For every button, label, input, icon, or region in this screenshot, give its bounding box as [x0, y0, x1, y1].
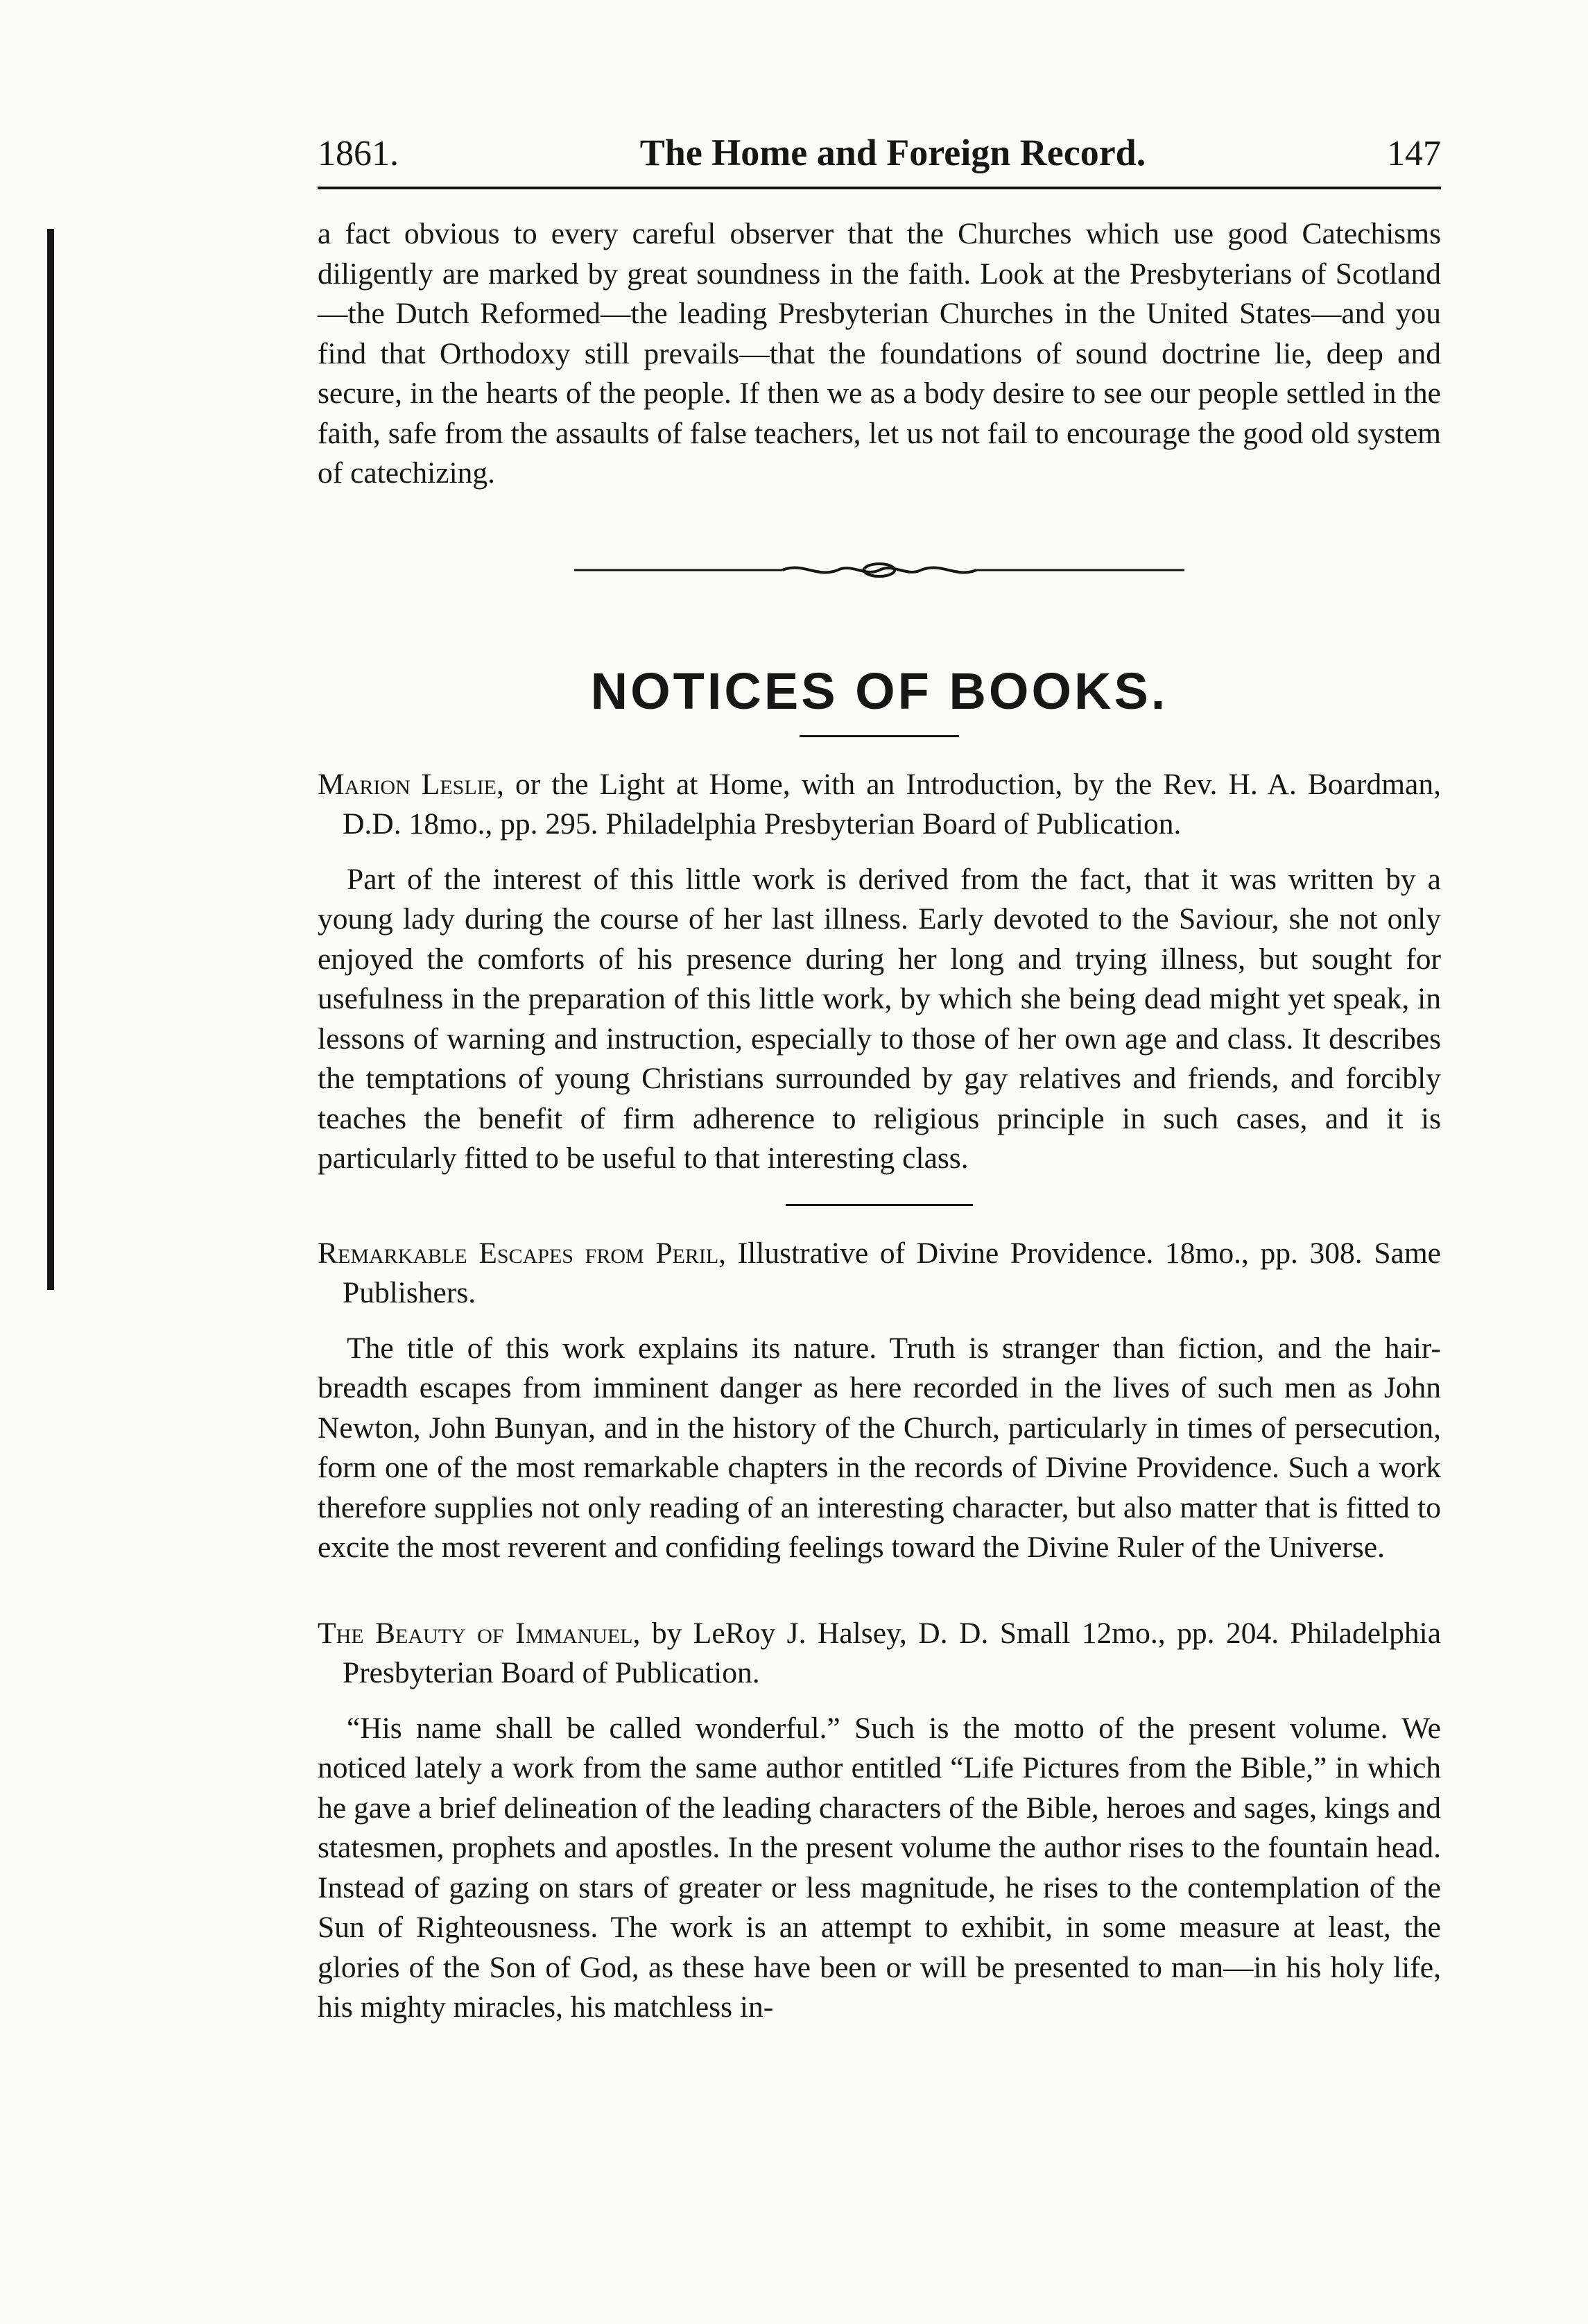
book-title: Remarkable Escapes from Peril,	[318, 1236, 727, 1270]
margin-bar	[47, 229, 54, 1290]
book-review: “His name shall be called wonderful.” Such is the motto of the present volume. We noticed lately a work from the same author entitled “Life Pictures from the Bible,” in which he gave a brief delineation of the leading characters of the Bible, heroes and sages, kings and statesmen, prophets and apostles. In the present volume the author rises to the fountain head. Instead of gazing on stars of greater or less magnitude, he rises to the contemplation of the Sun of Righteousness. The work is an attempt to exhibit, in some measure at least, the glories of the Son of God, as these have been or will be presented to man—in his holy life, his mighty miracles, his matchless in-	[318, 1711, 1441, 2024]
book-entry-header	[318, 1614, 1441, 1694]
section-rule	[800, 735, 959, 737]
page	[318, 121, 1441, 2028]
header-rule	[318, 187, 1441, 189]
book-details: Illustrative of Divine Providence. 18mo., pp. 308. Same Publishers.	[343, 1236, 1441, 1309]
book-entry-header	[318, 1234, 1441, 1314]
flourish-divider-icon	[574, 556, 1184, 584]
book-entry-header	[318, 765, 1441, 845]
header-year: 1861.	[318, 134, 399, 173]
book-details: or the Light at Home, with an Introduction, by the Rev. H. A. Boardman, D.D. 18mo., pp. 295. Philadelphia Presbyterian Board of Publication.	[343, 767, 1441, 841]
running-header	[318, 121, 1441, 184]
book-review: Part of the interest of this little work is derived from the fact, that it was written by a young lady during the course of her last illness. Early devoted to the Saviour, she not only enjoyed the comforts of his presence during her long and trying illness, but sought for usefulness in the preparation of this little work, by which she being dead might yet speak, in lessons of warning and instruction, especially to those of her own age and class. It describes the temptations of young Christians surrounded by gay relatives and friends, and forcibly teaches the benefit of firm adherence to religious principle in such cases, and it is particularly fitted to be useful to that interesting class.	[318, 862, 1441, 1175]
book-details: by LeRoy J. Halsey, D. D. Small 12mo., pp. 204. Philadelphia Presbyterian Board of Publication.	[343, 1616, 1441, 1689]
header-page-number: 147	[1386, 134, 1441, 173]
section-title: NOTICES OF BOOKS.	[590, 662, 1168, 720]
book-title: Marion Leslie,	[318, 767, 504, 801]
intro-paragraph: a fact obvious to every careful observer that the Churches which use good Catechisms diligently are marked by great soundness in the faith. Look at the Presbyterians of Scotland—the Dutch Reformed—the leading Presbyterian Churches in the United States—and you find that Orthodoxy still prevails—that the foundations of sound doctrine lie, deep and secure, in the hearts of the people. If then we as a body desire to see our people settled in the faith, safe from the assaults of false teachers, let us not fail to encourage the good old system of catechizing.	[318, 217, 1441, 490]
book-title: The Beauty of Immanuel,	[318, 1616, 641, 1650]
book-review: The title of this work explains its nature. Truth is stranger than fiction, and the hair-breadth escapes from imminent danger as here recorded in the lives of such men as John Newton, John Bunyan, and in the history of the Church, particularly in times of persecution, form one of the most remarkable chapters in the records of Divine Providence. Such a work therefore supplies not only reading of an interesting character, but also matter that is fitted to excite the most reverent and confiding feelings toward the Divine Ruler of the Universe.	[318, 1331, 1441, 1564]
entry-divider	[786, 1204, 973, 1206]
header-title: The Home and Foreign Record.	[639, 132, 1146, 173]
entry-spacer	[318, 1568, 1441, 1607]
